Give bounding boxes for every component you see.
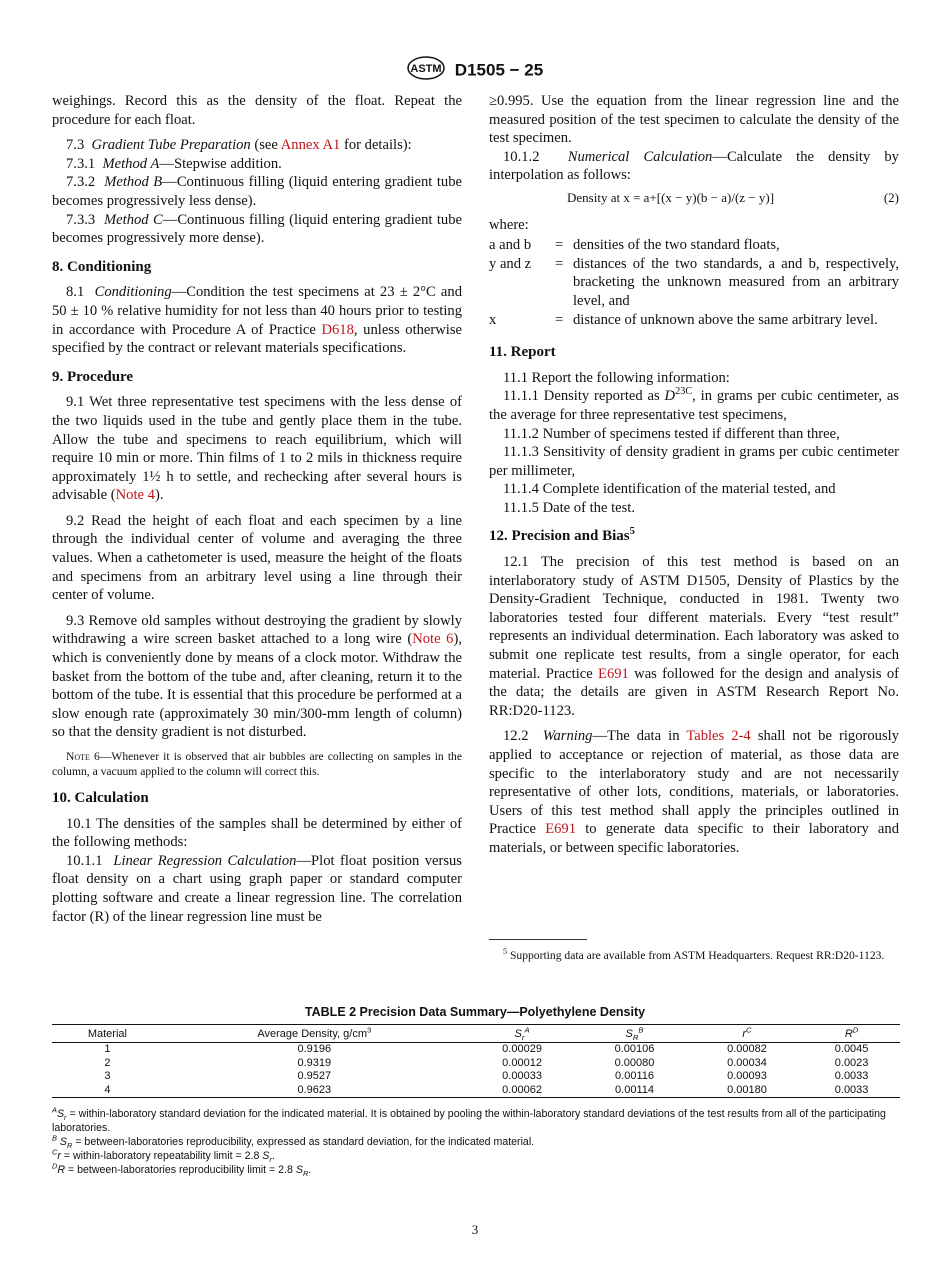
where-sym: y and z	[489, 255, 532, 272]
note-4-link[interactable]: Note 4	[115, 487, 155, 504]
table-cell: 0.00080	[614, 1056, 655, 1069]
table-cell: 0.00062	[466, 1084, 578, 1098]
document-designation: D1505 − 25	[454, 60, 544, 80]
where-sym: x	[489, 311, 497, 328]
table-cell: 0.0045	[834, 1043, 869, 1055]
astm-logo-icon	[407, 56, 445, 85]
table-cell: 4	[52, 1084, 163, 1098]
note-6-link[interactable]: Note 6	[412, 631, 454, 648]
section-11-1-1: 11.1.1 Density reported as $D^{23C}$, in grams per cubic centimeter, as the average for three representative test specimens,	[489, 386, 899, 423]
e691-link-2[interactable]: E691	[545, 821, 576, 838]
equation-text: Density at x = a+[(x − y)(b − a)/(z − y)]	[567, 189, 775, 205]
section-10-1-2: 10.1.2 Numerical Calculation—Calculate the density by interpolation as follows:	[489, 148, 899, 184]
heading-report: 11. Report	[489, 344, 556, 361]
col-R: $R^D$	[803, 1025, 900, 1043]
where-sym: a and b	[489, 237, 532, 254]
heading-precision-bias: 12. Precision and Bias$^5$	[489, 526, 635, 545]
where-eq: =	[555, 255, 564, 272]
annex-a1-link[interactable]: Annex A1	[280, 137, 341, 154]
tables-2-4-link[interactable]: Tables 2-4	[686, 728, 751, 745]
table-cell: 0.0033	[803, 1084, 900, 1098]
section-7-3-2: 7.3.2 Method B—Continuous filling (liquid entering gradient tube becomes progressively less dense).	[52, 174, 462, 209]
table-cell: 0.00114	[578, 1084, 690, 1098]
col-material: Material	[52, 1025, 163, 1043]
where-eq: =	[555, 311, 564, 328]
table-cell: 0.00012	[502, 1056, 542, 1069]
left-column	[52, 92, 462, 933]
table-cell: 0.00033	[502, 1070, 542, 1083]
table-row	[52, 1057, 900, 1071]
col-sr: $S_r^A$	[466, 1025, 578, 1043]
table-cell: 0.00180	[691, 1084, 803, 1098]
heading-procedure: 9. Procedure	[52, 368, 134, 385]
table-footnote-c: $^C$r = within-laboratory repeatability limit = 2.8 $S_r$.	[52, 1147, 275, 1165]
where-row	[489, 255, 899, 311]
table-header-row	[52, 1025, 900, 1043]
table-cell: 0.0033	[834, 1070, 869, 1083]
table-cell: 0.0023	[834, 1056, 869, 1069]
table-cell: 1	[104, 1043, 111, 1055]
section-11-1-3: 11.1.3 Sensitivity of density gradient in grams per cubic centimeter per millimeter,	[489, 444, 899, 479]
page-number: 3	[471, 1222, 479, 1237]
where-label: where:	[489, 216, 529, 233]
col-sR: $S_R^B$	[578, 1025, 690, 1043]
where-row	[489, 311, 899, 330]
section-9-1: 9.1 Wet three representative test specimens with the less dense of the two liquids used in the tube and gently place them in the tube. Allow the tube and specimens to reach equilibrium, which will require 10 min or more. Thin films of 1 to 2 mils in thickness require approximately 1½ h to settle, and rechecking after several hours is advisable (Note 4).	[52, 394, 462, 504]
precision-table	[52, 1024, 900, 1098]
table-cell: 0.9319	[297, 1056, 332, 1069]
table-cell: 0.00034	[727, 1056, 767, 1069]
paragraph-weighings: weighings. Record this as the density of the float. Repeat the procedure for each float.	[52, 93, 462, 128]
table-footnote-a: $^AS_r$ = within-laboratory standard deviation for the indicated material. It is obtained by pooling the within-laboratory standard deviations of the test results from all of the participating laboratories.	[52, 1105, 886, 1134]
table-cell: 0.00116	[615, 1070, 654, 1083]
section-12-1: 12.1 The precision of this test method is based on an interlaboratory study of ASTM D1505, Density of Plastics by the Density-Gradient Technique, conducted in 1981. Twenty two laboratories tested four different materials. Every “test result” represents an individual determination. Each laboratory was asked to submit one replicate test results, from a single operator, for each material. Practice E691 was followed for the design and analysis of the data; the details are given in ASTM Research Report No. RR:D20-1123.	[489, 554, 899, 719]
heading-calculation: 10. Calculation	[52, 790, 149, 806]
table-footnote-b: $^B$ $S_R$ = between-laboratories reproducibility, expressed as standard deviation, for the indicated material.	[52, 1133, 535, 1151]
section-11-1-2: 11.1.2 Number of specimens tested if different than three,	[503, 425, 840, 442]
table-cell: 0.00093	[727, 1070, 767, 1083]
col-r: $r^C$	[691, 1025, 803, 1043]
d618-link[interactable]: D618	[321, 321, 354, 338]
table-cell: 0.00106	[614, 1043, 655, 1055]
table-row	[52, 1043, 900, 1057]
section-10-1: 10.1 The densities of the samples shall be determined by either of the following methods:	[52, 815, 462, 851]
table-footnote-d: $^D$R = between-laboratories reproducibility limit = 2.8 $S_R$.	[52, 1161, 312, 1179]
where-list	[489, 236, 899, 329]
right-column	[489, 92, 899, 865]
section-10-1-1: 10.1.1 Linear Regression Calculation—Plot float position versus float density on a chart using graph paper or standard computer plotting software and create a linear regression line. The correlation factor (R) of the linear regression line must be	[52, 852, 462, 925]
section-7-3-1: 7.3.1 Method A—Stepwise addition.	[66, 155, 282, 172]
footnote-rule	[489, 939, 587, 940]
table-row	[52, 1084, 900, 1098]
page-header	[0, 56, 950, 85]
where-def: densities of the two standard floats,	[573, 237, 780, 254]
where-eq: =	[555, 237, 564, 254]
table-cell: 0.00082	[727, 1043, 767, 1055]
section-11-1-5: 11.1.5 Date of the test.	[503, 499, 635, 516]
section-9-3: 9.3 Remove old samples without destroying the gradient by slowly withdrawing a wire screen basket attached to a long wire (Note 6), which is conveniently done by means of a clock motor. Withdraw the basket from the bottom of the tube and, after cleaning, return it to the bottom of the tube. It is essential that this procedure be performed at a slow enough rate (approximately 30 min/300-mm length of column) so that the density gradient is not disturbed.	[52, 612, 462, 741]
section-8-1: 8.1 Conditioning—Condition the test specimens at 23 ± 2°C and 50 ± 10 % relative humidity for not less than 40 hours prior to testing in accordance with Procedure A of Practice D618, unless otherwise specified by the contract or relevant materials specifications.	[52, 284, 463, 357]
note-6: Note 6—Whenever it is observed that air bubbles are collecting on samples in the column, a vacuum applied to the column will correct this.	[52, 750, 462, 778]
section-7-3: 7.3 Gradient Tube Preparation (see Annex A1 for details):	[66, 137, 412, 154]
heading-conditioning: 8. Conditioning	[52, 258, 152, 275]
table-cell: 0.9527	[297, 1070, 332, 1083]
svg-text:ASTM: ASTM	[410, 63, 442, 75]
footnote-5: $^5$ Supporting data are available from ASTM Headquarters. Request RR:D20-1123.	[503, 947, 885, 962]
equation-number: (2)	[883, 189, 899, 205]
table-title: TABLE 2 Precision Data Summary—Polyethylene Density	[304, 1005, 646, 1019]
where-row	[489, 236, 899, 255]
e691-link[interactable]: E691	[598, 665, 629, 682]
where-def: distance of unknown above the same arbitrary level.	[573, 311, 878, 328]
section-7-3-3: 7.3.3 Method C—Continuous filling (liquid entering gradient tube becomes progressively more dense).	[52, 211, 463, 247]
table-cell: 0.00029	[502, 1043, 542, 1055]
section-12-2: 12.2 Warning—The data in Tables 2-4 shall not be rigorously applied to acceptance or rejection of material, as those data are specific to the interlaboratory study and are not necessarily representative of other lots, conditions, materials, or laboratories. Users of this test method shall apply the principles outlined in Practice E691 to generate data specific to their laboratory and materials, or between specific laboratories.	[489, 728, 899, 856]
col-average-density: Average Density, $g/cm^3$	[163, 1025, 466, 1043]
section-11-1-4: 11.1.4 Complete identification of the material tested, and	[503, 481, 836, 498]
where-def: distances of the two standards, a and b, respectively, bracketing the unknown measured from an arbitrary level, and	[573, 255, 899, 309]
table-cell: 3	[104, 1070, 111, 1083]
section-9-2: 9.2 Read the height of each float and each specimen by a line through the individual center of volume and averaging the three values. When a cathetometer is used, measure the height of the floats and specimens from an arbitrary level using a line through their center of volume.	[52, 512, 462, 604]
table-cell: 0.9196	[297, 1043, 332, 1055]
table-cell: 2	[104, 1056, 111, 1069]
section-11-1: 11.1 Report the following information:	[503, 369, 730, 386]
equation-2	[489, 189, 899, 208]
table-row	[52, 1070, 900, 1084]
paragraph-continued: ≥0.995. Use the equation from the linear regression line and the measured position of the test specimen to calculate the density of the test specimen.	[489, 93, 899, 147]
table-body	[52, 1043, 900, 1098]
table-cell: 0.9623	[163, 1084, 466, 1098]
